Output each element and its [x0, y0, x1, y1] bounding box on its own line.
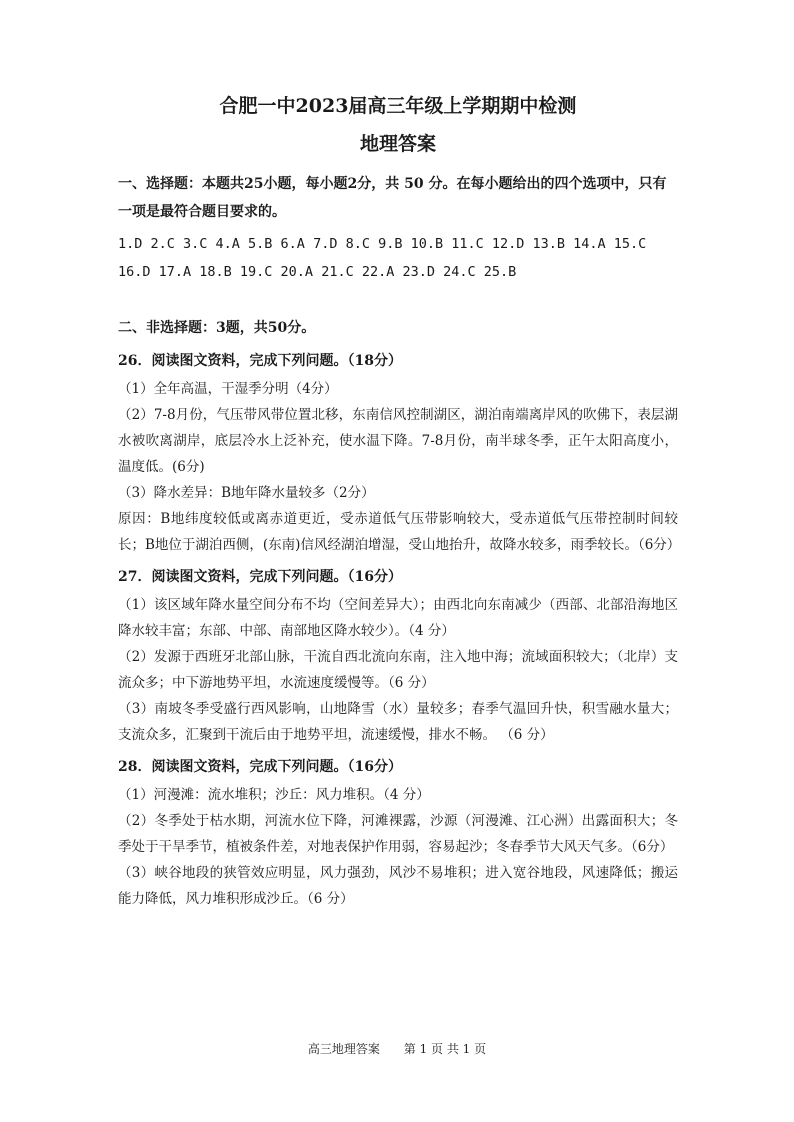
question-26: [118, 348, 681, 558]
footer-doc-name: 高三地理答案: [307, 1042, 380, 1056]
section-free-response: [118, 314, 681, 912]
question-28: [118, 754, 678, 912]
answer-item: （1）全年高温，干湿季分明（4分）: [118, 381, 338, 397]
question-title: 27．阅读图文资料，完成下列问题。（16分）: [118, 569, 402, 585]
question-title: 28．阅读图文资料，完成下列问题。（16分）: [118, 759, 402, 775]
answer-item: （1）河漫滩：流水堆积；沙丘：风力堆积。（4 分）: [118, 787, 430, 803]
section-multiple-choice: [118, 170, 678, 286]
section-heading: 二、非选择题：3题，共50分。: [118, 320, 316, 336]
footer-page-info: 第 1 页 共 1 页: [403, 1042, 487, 1056]
answer-sheet: [118, 92, 681, 912]
answer-item: （2）发源于西班牙北部山脉，干流自西北流向东南，注入地中海；流域面积较大；（北岸）支流众多；中下游地势平坦，水流速度缓慢等。（6 分）: [118, 649, 678, 691]
section-heading: 一、选择题：本题共25小题，每小题2分，共 50 分。在每小题给出的四个选项中，只有: [118, 176, 667, 192]
answer-item: （2）7-8月份，气压带风带位置北移，东南信风控制湖区，湖泊南端离岸风的吹佛下，表层湖水被吹离湖岸，底层冷水上泛补充，使水温下降。7-8月份，南半球冬季，正午太阳高度小，温度低。(6分): [118, 407, 678, 475]
answer-item: （3）南坡冬季受盛行西风影响，山地降雪（水）量较多；春季气温回升快，积雪融水量大；支流众多，汇聚到干流后由于地势平坦，流速缓慢，排水不畅。 （6 分）: [118, 701, 678, 743]
answer-key-line: 16.D 17.A 18.B 19.C 20.A 21.C 22.A 23.D 24.C 25.B: [118, 264, 517, 280]
answer-item: （1）该区域年降水量空间分布不均（空间差异大）；由西北向东南减少（西部、北部沿海地区降水较丰富；东部、中部、南部地区降水较少）。（4 分）: [118, 597, 678, 639]
answer-item: 原因：B地纬度较低或离赤道更近，受赤道低气压带影响较大，受赤道低气压带控制时间较长；B地位于湖泊西侧，(东南)信风经湖泊增湿，受山地抬升，故降水较多，雨季较长。（6分）: [118, 511, 681, 553]
page-title: 合肥一中2023届高三年级上学期期中检测: [219, 95, 577, 117]
answer-item: （2）冬季处于枯水期，河流水位下降，河滩裸露，沙源（河漫滩、江心洲）出露面积大；冬季处于干旱季节，植被条件差，对地表保护作用弱，容易起沙；冬春季节大风天气多。（6分）: [118, 813, 678, 855]
answer-item: （3）峡谷地段的狭管效应明显，风力强劲，风沙不易堆积；进入宽谷地段，风速降低；搬运能力降低，风力堆积形成沙丘。（6 分）: [118, 865, 678, 907]
question-title: 26．阅读图文资料，完成下列问题。（18分）: [118, 353, 402, 369]
page-subtitle: 地理答案: [359, 133, 436, 155]
section-heading-cont: 一项是最符合题目要求的。: [118, 204, 286, 220]
answer-item: （3）降水差异：B地年降水量较多（2分）: [118, 485, 375, 501]
answer-key-line: 1.D 2.C 3.C 4.A 5.B 6.A 7.D 8.C 9.B 10.B 11.C 12.D 13.B 14.A 15.C: [118, 236, 647, 252]
question-27: [118, 564, 678, 748]
page-footer: [0, 1040, 794, 1057]
